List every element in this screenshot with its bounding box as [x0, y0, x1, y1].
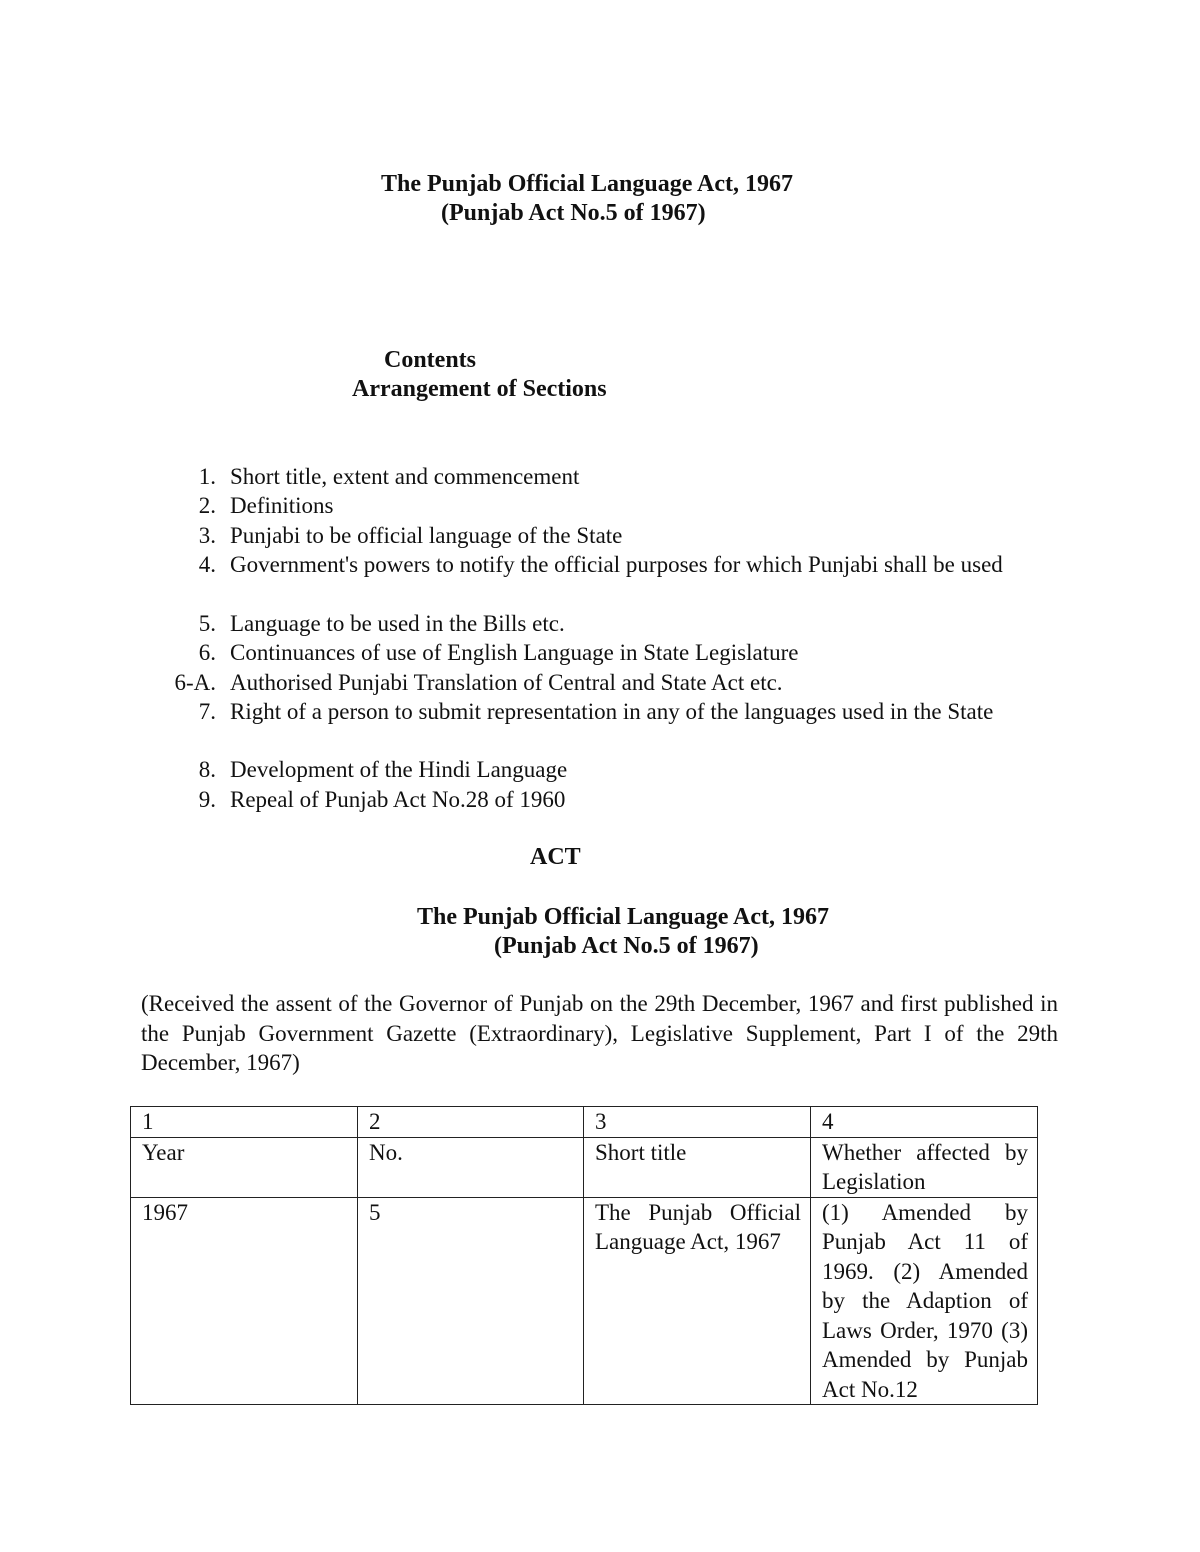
table-cell: The Punjab Official Language Act, 1967	[584, 1197, 811, 1405]
table-row	[131, 1197, 1038, 1405]
table-row	[131, 1137, 1038, 1197]
table-cell: 5	[358, 1197, 584, 1405]
contents-subheading: Arrangement of Sections	[352, 376, 607, 402]
document-title: The Punjab Official Language Act, 1967	[381, 171, 794, 197]
contents-item-number: 1.	[198, 464, 216, 489]
contents-item-text: Continuances of use of English Language in State Legislature	[230, 640, 799, 665]
contents-item-text: Short title, extent and commencement	[230, 464, 580, 489]
table-cell: (1) Amended by Punjab Act 11 of 1969. (2) Amended by the Adaption of Laws Order, 1970 (3) Amended by Punjab Act No.12	[811, 1197, 1038, 1405]
table-header-cell: Whether affected by Legislation	[811, 1137, 1038, 1197]
contents-item-text: Repeal of Punjab Act No.28 of 1960	[230, 787, 566, 812]
table-cell: 1	[131, 1107, 358, 1138]
contents-item-number: 8.	[198, 757, 216, 782]
contents-heading: Contents	[384, 347, 477, 373]
table-cell: 4	[811, 1107, 1038, 1138]
contents-item-number: 4.	[198, 552, 216, 577]
act-subtitle: (Punjab Act No.5 of 1967)	[494, 933, 759, 959]
table-cell: 2	[358, 1107, 584, 1138]
table-header-cell: No.	[358, 1137, 584, 1197]
contents-item-number: 9.	[198, 787, 216, 812]
contents-item-text: Punjabi to be official language of the State	[230, 523, 623, 548]
contents-item-number: 6.	[198, 640, 216, 665]
table-cell: 3	[584, 1107, 811, 1138]
table-cell: 1967	[131, 1197, 358, 1405]
contents-item-number: 2.	[198, 493, 216, 518]
act-title: The Punjab Official Language Act, 1967	[417, 904, 830, 930]
table-header-cell: Year	[131, 1137, 358, 1197]
document-subtitle: (Punjab Act No.5 of 1967)	[441, 200, 706, 226]
contents-item-text: Definitions	[230, 493, 334, 518]
contents-item-number: 5.	[198, 611, 216, 636]
legislation-table	[130, 1106, 1038, 1405]
act-heading: ACT	[530, 844, 581, 870]
assent-paragraph: (Received the assent of the Governor of Punjab on the 29th December, 1967 and first published in the Punjab Government Gazette (Extraordinary), Legislative Supplement, Part I of the 29th December, 1967)	[141, 991, 1058, 1075]
contents-item-text: Government's powers to notify the official purposes for which Punjabi shall be used	[230, 552, 1003, 577]
table-row	[131, 1107, 1038, 1138]
contents-item-number: 6-A.	[174, 670, 216, 695]
contents-item-text: Authorised Punjabi Translation of Central and State Act etc.	[230, 670, 783, 695]
contents-item-number: 3.	[198, 523, 216, 548]
contents-item-number: 7.	[198, 699, 216, 724]
contents-item-text: Right of a person to submit representation in any of the languages used in the State	[230, 699, 994, 724]
table-header-cell: Short title	[584, 1137, 811, 1197]
contents-item-text: Development of the Hindi Language	[230, 757, 568, 782]
contents-item-text: Language to be used in the Bills etc.	[230, 611, 565, 636]
